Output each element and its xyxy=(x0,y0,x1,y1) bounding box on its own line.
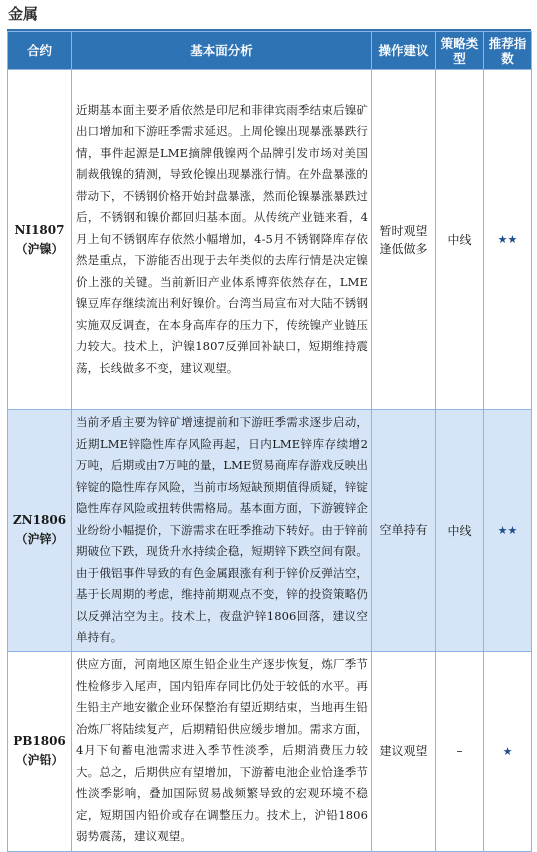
rating-stars: ★ xyxy=(484,651,532,851)
table-row-pb1806 xyxy=(8,651,532,851)
metals-table xyxy=(7,31,532,852)
contract-cell xyxy=(8,651,72,851)
header-contract: 合约 xyxy=(8,32,72,70)
rating-stars: ★★ xyxy=(484,70,532,410)
table-header-row xyxy=(8,32,532,70)
analysis-text: 供应方面，河南地区原生铅企业生产逐步恢复，炼厂季节性检修步入尾声，国内铅库存同比仍处于较低的水平。再生铅主产地安徽企业环保整治有望近期结束，当地再生铅冶炼厂将陆续复产，后期精铅供应缓步增加。需求方面，4月下旬蓄电池需求进入季节性淡季，后期消费压力较大。总之，后期供应有望增加，下游蓄电池企业恰逢季节性淡季影响，叠加国际贸易战频繁导致的宏观环境不稳定，短期国内铅价或存在调整压力。技术上，沪铅1806弱势震荡，建议观望。 xyxy=(72,651,372,851)
header-strategy: 策略类型 xyxy=(436,32,484,70)
advice-text: 暂时观望逢低做多 xyxy=(372,70,436,410)
advice-text: 空单持有 xyxy=(372,410,436,652)
strategy-text: 中线 xyxy=(436,70,484,410)
contract-name: （沪锌） xyxy=(15,532,64,547)
rating-stars: ★★ xyxy=(484,410,532,652)
contract-code: PB1806 xyxy=(13,734,66,748)
contract-code: ZN1806 xyxy=(12,513,67,528)
contract-name: （沪铅） xyxy=(15,753,64,767)
table-row-zn1806 xyxy=(8,410,532,652)
section-title: 金属 xyxy=(8,5,39,23)
advice-text: 建议观望 xyxy=(372,651,436,851)
header-rating: 推荐指数 xyxy=(484,32,532,70)
analysis-text: 当前矛盾主要为锌矿增速提前和下游旺季需求逐步启动，近期LME锌隐性库存风险再起，日内LME锌库存续增2万吨，后期或由7万吨的量，LME贸易商库存游戏反映出锌锭的隐性库存风险，当前市场短缺预期值得质疑，锌锭隐性库存风险或扭转供需格局。基本面方面，下游镀锌企业纷纷小幅提价，下游需求在旺季推动下转好。由于锌前期破位下跌，现货升水持续企稳，短期锌下跌空间有限。由于俄铝事件导致的有色金属跟涨有利于锌价反弹沽空，基于长周期的考虑，维持前期观点不变，锌的投资策略仍以反弹沽空为主。技术上，夜盘沪锌1806回落，建议空单持有。 xyxy=(72,410,372,652)
contract-cell xyxy=(8,70,72,410)
contract-cell xyxy=(8,410,72,652)
contract-name: （沪镍） xyxy=(15,241,64,256)
header-advice: 操作建议 xyxy=(372,32,436,70)
strategy-text: – xyxy=(436,651,484,851)
contract-code: NI1807 xyxy=(14,222,65,237)
header-analysis: 基本面分析 xyxy=(72,32,372,70)
strategy-text: 中线 xyxy=(436,410,484,652)
analysis-text: 近期基本面主要矛盾依然是印尼和菲律宾雨季结束后镍矿出口增加和下游旺季需求延迟。上周伦镍出现暴涨暴跌行情，事件起源是LME摘牌俄镍两个品牌引发市场对美国制裁俄镍的猜测，导致伦镍出现暴涨行情。在外盘暴涨的带动下，不锈钢价格开始封盘暴涨，然而伦镍暴涨暴跌过后，不锈钢和镍价都回归基本面。从传统产业链来看，4月上旬不锈钢库存依然小幅增加，4-5月不锈钢降库存依然是重点，下游能否出现于去年类似的去库行情是决定镍价上涨的关键。当前新旧产业体系博弈依然存在，LME镍豆库存继续流出利好镍价。台湾当局宣布对大陆不锈钢实施双反调查，在本身高库存的压力下，传统镍产业链压力较大。技术上，沪镍1807反弹回补缺口，短期维持震荡，长线做多不变，建议观望。 xyxy=(72,70,372,410)
table-row-ni1807 xyxy=(8,70,532,410)
